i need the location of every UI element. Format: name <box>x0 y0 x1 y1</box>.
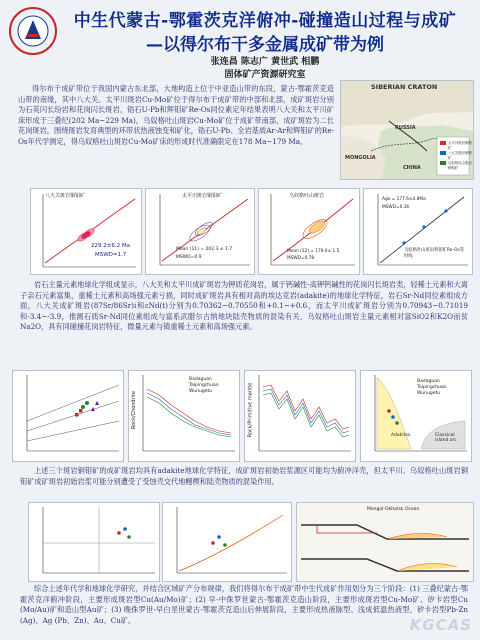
ree-legend-item: Badaguan <box>189 377 212 382</box>
plot-title: 乌奴格吐山斑岩辉钼矿Re-Os等时线 <box>404 248 464 259</box>
reos-isochron-plot <box>363 188 473 275</box>
watermark: KGCAS <box>409 616 472 634</box>
adakite-legend-item: Badaguan <box>417 379 440 384</box>
map-label-russia: RUSSIA <box>395 125 416 131</box>
location-map <box>340 80 474 180</box>
map-legend-item: 太平川斑岩铜钼矿 <box>448 141 472 150</box>
plot-title: 乌奴格吐山斑岩 <box>289 193 325 199</box>
spider-ylabel: Rock/Primitive mantle <box>247 382 254 438</box>
arc-field-label: Classical island arc <box>435 433 457 443</box>
map-label-siberian-craton: SIBERIAN CRATON <box>371 83 438 91</box>
tectonic-model-diagram <box>296 502 474 582</box>
concordia-plot-badaguan <box>30 188 142 275</box>
plot-mswd: MSWD=0.36 <box>382 205 410 210</box>
sr-y-plot <box>162 502 292 582</box>
map-legend-item: 八大关斑岩铜钼矿 <box>448 151 472 160</box>
poster-title-line2: —以得尔布干多金属成矿带为例 <box>146 35 384 55</box>
plot-age: Age = 177.6±4.8Ma <box>382 197 426 202</box>
concordia-plot-taipingchuan <box>145 188 255 275</box>
map-label-china: CHINA <box>403 165 421 171</box>
plot-mswd: MSWD=1.7 <box>95 252 127 258</box>
plot-age: 229.2±6.2 Ma <box>91 243 130 249</box>
ree-pattern-plot <box>128 370 240 462</box>
ree-ylabel: Rock/Chondrite <box>131 390 138 430</box>
spider-diagram-plot <box>244 370 356 462</box>
institute-logo <box>8 6 58 56</box>
map-label-mongolia: MONGOLIA <box>345 155 376 161</box>
map-legend-item: 乌奴格吐山斑岩铜钼矿 <box>448 161 472 170</box>
intro-paragraph: 得尔布干成矿带位于我国内蒙古东北部，大地构造上位于中亚造山带的东段，蒙古-鄂霍茨克造山带的南缘，其中八大关、太平川斑岩Cu-Mo矿位于得尔布干成矿带的中部和北部，成矿斑岩分别为石英闪长玢岩和花岗闪长斑岩，锆石U-Pb和辉钼矿Re-Os同位素定年结果表明八大关和太平川矿床形成于三叠纪(202 Ma~229 Ma)，乌奴格吐山斑岩Cu-Mo矿位于成矿带南部，成矿斑岩为二长花岗斑岩，围绕斑岩发育典型的环带状热液蚀变和矿化，锆石U-Pb、全岩基质Ar-Ar和辉钼矿的Re-Os年代学测定，得乌奴格吐山斑岩Cu-Mo矿床的形成时代准确限定在178 Ma~179 Ma。 <box>18 84 334 146</box>
model-label: Mongol-Okhotsk Ocean <box>367 507 420 512</box>
adakite-field-label: Adakites <box>391 433 411 438</box>
organization: 固体矿产资源研究室 <box>224 70 306 80</box>
adakite-discrimination-plot <box>360 370 472 462</box>
adakite-paragraph: 上述三个斑岩铜钼矿的成矿斑岩均具有adakite地球化学特征，成矿斑岩初始岩浆源区可能均为俯冲洋壳，但太平川、乌奴格吐山斑岩铜钼矿成矿斑岩初始岩浆可能分别遭受了受蚀壳交代地幔楔和陆壳物质的混染作用。 <box>20 466 468 486</box>
adakite-legend-item: Taipingchuan <box>417 385 447 390</box>
authors: 张连昌 陈志广 黄世武 相鹏 <box>210 57 320 67</box>
ree-legend-item: Taipingchuan <box>189 383 219 388</box>
plot-title: 太平川斑岩铜钼矿 <box>182 193 223 199</box>
ree-legend-item: Wunugetu <box>189 389 213 394</box>
k2o-sio2-plot <box>12 370 124 462</box>
plot-title: 八大关斑岩铜钼矿 <box>45 193 86 199</box>
discrimination-diagram <box>28 502 160 582</box>
geochem-paragraph: 岩石主量元素地球化学组成显示，八大关和太平川成矿斑岩为钾质花岗岩，属于钙碱性-高钾钙碱性的花岗闪长斑岩类，轻稀土元素和大离子亲石元素富集，重稀土元素和高场强元素亏损，同时成矿斑岩具有相对高的埃达克岩(adakite)的地球化学特征，岩石Sr-Nd同位素组成方面，八大关成矿斑岩(87Sr/86Sr)i和εNd(t)分别为0.70362~0.70550和+0.1~+0.6，而太平川成矿斑岩分别为0.70943~0.71019和-3.4~-3.9，推测石质Sr-Nd同位素组成与富系武腊尔古纳地块陆壳物质的混染有关，乌奴格吐山斑岩主量元素相对富SiO2和K2O而贫Na2O，具有同碰撞花岗岩特征，微量元素与镇重稀土元素和高场强元素。 <box>20 280 468 331</box>
plot-age: Mean (12) = 179.0± 1.5 <box>287 249 340 254</box>
plot-mswd: MSWD=0.78 <box>287 256 315 261</box>
adakite-legend-item: Wunugetu <box>417 391 441 396</box>
poster-title-line1: 中生代蒙古-鄂霍茨克洋俯冲-碰撞造山过程与成矿 <box>73 11 457 31</box>
plot-mswd: MSWD=0.9 <box>176 255 202 260</box>
concordia-plot-wunugetu <box>258 188 360 275</box>
conclusion-paragraph: 综合上述年代学和地球化学研究，并结合区域矿产分布规律，我们将得尔布干成矿带中生代成矿作用划分为三个阶段：(1) 三叠纪蒙古-鄂霍茨克洋俯冲阶段，主要形成斑岩型Cu(Au/Mo)矿；(2) 早-中侏罗世蒙古-鄂霍茨克造山阶段，主要形成斑岩型Cu-Mo矿、矽卡岩型Cu (Mo/Au)矿和造山型Au矿；(3) 晚侏罗世-早白垩世蒙古-鄂霍茨克造山后伸展阶段，主要形成热液脉型、浅成低温热液型、矽卡岩型Pb-Zn (Ag)、Ag (Pb、Zn)、Au、Cu矿。 <box>20 584 468 625</box>
plot-age: Mean (11) = 202.3 ± 1.7 <box>176 247 233 252</box>
